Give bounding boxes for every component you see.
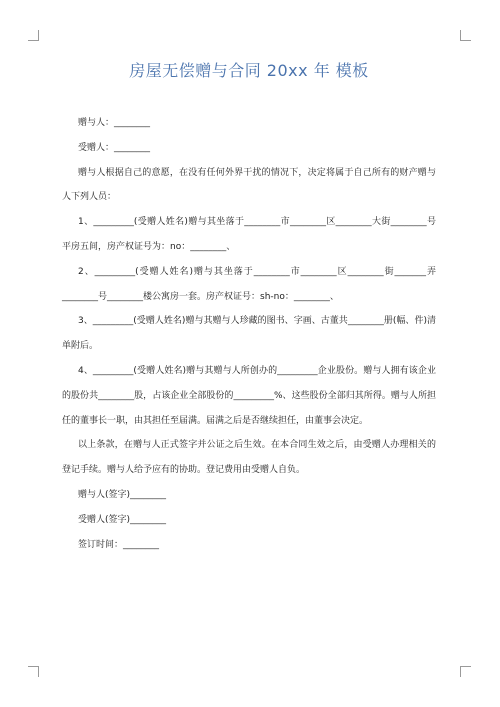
donor-line: 赠与人：________ <box>78 118 151 128</box>
sign-date-line: 签订时间：________ <box>78 539 160 550</box>
intro-paragraph: 赠与人根据自己的意愿，在没有任何外界干扰的情况下，决定将属于自己所有的财产赠与人下列人员： <box>62 167 436 203</box>
clause-1: 1、_________(受赠人姓名)赠与其坐落于________市________区________大街________号平房五间，房产权证号为：no：________、 <box>62 217 436 252</box>
crop-mark-top-right <box>460 30 471 41</box>
document-page <box>62 58 436 557</box>
crop-mark-top-left <box>28 30 39 41</box>
clause-2: 2、_________(受赠人姓名)赠与其坐落于________市________区________街_______弄________号________楼公寓房一套。房产权证号：sh-no：________、 <box>62 266 436 302</box>
donee-line: 受赠人：________ <box>78 142 151 153</box>
document-title: 房屋无偿赠与合同 20xx 年 模板 <box>129 61 369 80</box>
crop-mark-bottom-right <box>460 666 471 677</box>
crop-mark-bottom-left <box>28 666 39 677</box>
document-body <box>62 111 436 557</box>
clause-3: 3、_________(受赠人姓名)赠与其赠与人珍藏的图书、字画、古董共________册(幅、件)清单附后。 <box>62 316 436 352</box>
effect-paragraph: 以上条款，在赠与人正式签字并公证之后生效。在本合同生效之后，由受赠人办理相关的登记手续。赠与人给予应有的协助。登记费用由受赠人自负。 <box>62 440 436 476</box>
donee-signature-line: 受赠人(签字)________ <box>78 514 167 525</box>
donor-signature-line: 赠与人(签字)________ <box>78 489 167 500</box>
clause-4: 4、_________(受赠人姓名)赠与其赠与人所创办的_________企业股份。赠与人拥有该企业的股份共________股，占该企业全部股份的_________%、这些股份全部归其所得。赠与人所担任的董事长一职，由其担任至届满。届满之后是否继续担任，由董事会决定。 <box>62 365 436 426</box>
